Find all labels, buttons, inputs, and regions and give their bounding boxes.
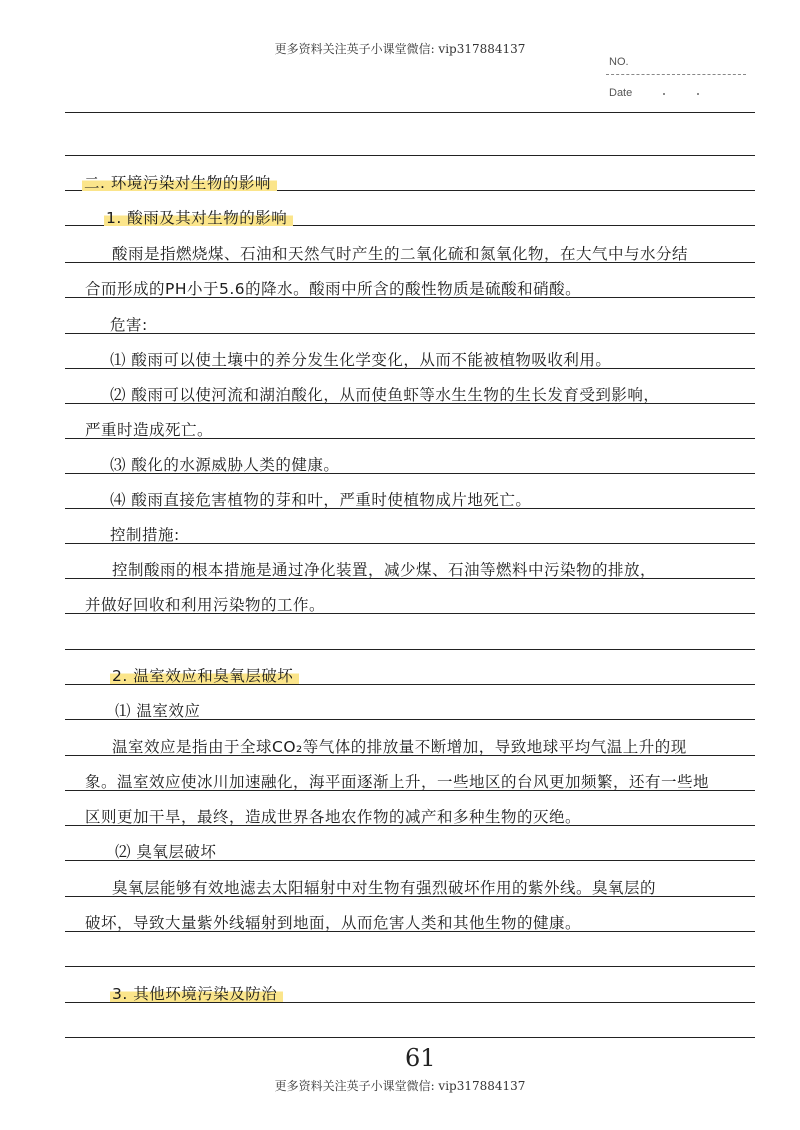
harm-item: ⑴ 酸雨可以使土壤中的养分发生化学变化，从而不能被植物吸收利用。 [110,351,612,369]
heading-main: 二. 环境污染对生物的影响 [82,171,277,193]
harm-item-cont: 严重时造成死亡。 [85,421,214,439]
ruled-line [65,155,755,156]
section-2-para-line: 臭氧层能够有效地滤去太阳辐射中对生物有强烈破坏作用的紫外线。臭氧层的 [112,879,657,897]
ruled-line [65,112,755,113]
section-3-title: 3. 其他环境污染及防治 [110,982,283,1004]
subsection-title: ⑵ 臭氧层破坏 [115,843,217,861]
date-label: Date [609,87,633,99]
harm-item: ⑶ 酸化的水源威胁人类的健康。 [110,456,340,474]
page-number: 61 [405,1044,436,1072]
subsection-title: ⑴ 温室效应 [115,702,201,720]
control-label: 控制措施: [110,526,180,544]
control-text: 控制酸雨的根本措施是通过净化装置，减少煤、石油等燃料中污染物的排放， [112,561,657,579]
header-divider [606,74,746,75]
harm-label: 危害: [110,316,148,334]
section-2-para-line: 破坏，导致大量紫外线辐射到地面，从而危害人类和其他生物的健康。 [85,914,582,932]
section-1-para-line: 合而形成的PH小于5.6的降水。酸雨中所含的酸性物质是硫酸和硝酸。 [85,280,582,298]
control-text: 并做好回收和利用污染物的工作。 [85,596,326,614]
harm-item: ⑷ 酸雨直接危害植物的芽和叶，严重时使植物成片地死亡。 [110,491,532,509]
section-1-para-line: 酸雨是指燃烧煤、石油和天然气时产生的二氧化硫和氮氧化物，在大气中与水分结 [112,245,689,263]
harm-item: ⑵ 酸雨可以使河流和湖泊酸化，从而使鱼虾等水生生物的生长发育受到影响， [110,386,660,404]
no-label: NO. [609,56,629,68]
watermark-bottom: 更多资料关注英子小课堂微信: vip317884137 [274,1079,526,1093]
date-dot [663,93,665,95]
section-2-para-line: 温室效应是指由于全球CO₂等气体的排放量不断增加，导致地球平均气温上升的现 [112,738,687,756]
ruled-line [65,649,755,650]
section-2-title: 2. 温室效应和臭氧层破坏 [110,664,299,686]
date-dot [697,93,699,95]
ruled-line [65,1037,755,1038]
section-1-title: 1. 酸雨及其对生物的影响 [104,206,293,228]
ruled-line [65,966,755,967]
ruled-line [65,333,755,334]
section-2-para-line: 象。温室效应使冰川加速融化，海平面逐渐上升，一些地区的台风更加频繁，还有一些地 [85,773,710,791]
section-2-para-line: 区则更加干旱，最终，造成世界各地农作物的减产和多种生物的灭绝。 [85,808,582,826]
watermark-top: 更多资料关注英子小课堂微信: vip317884137 [274,42,526,56]
